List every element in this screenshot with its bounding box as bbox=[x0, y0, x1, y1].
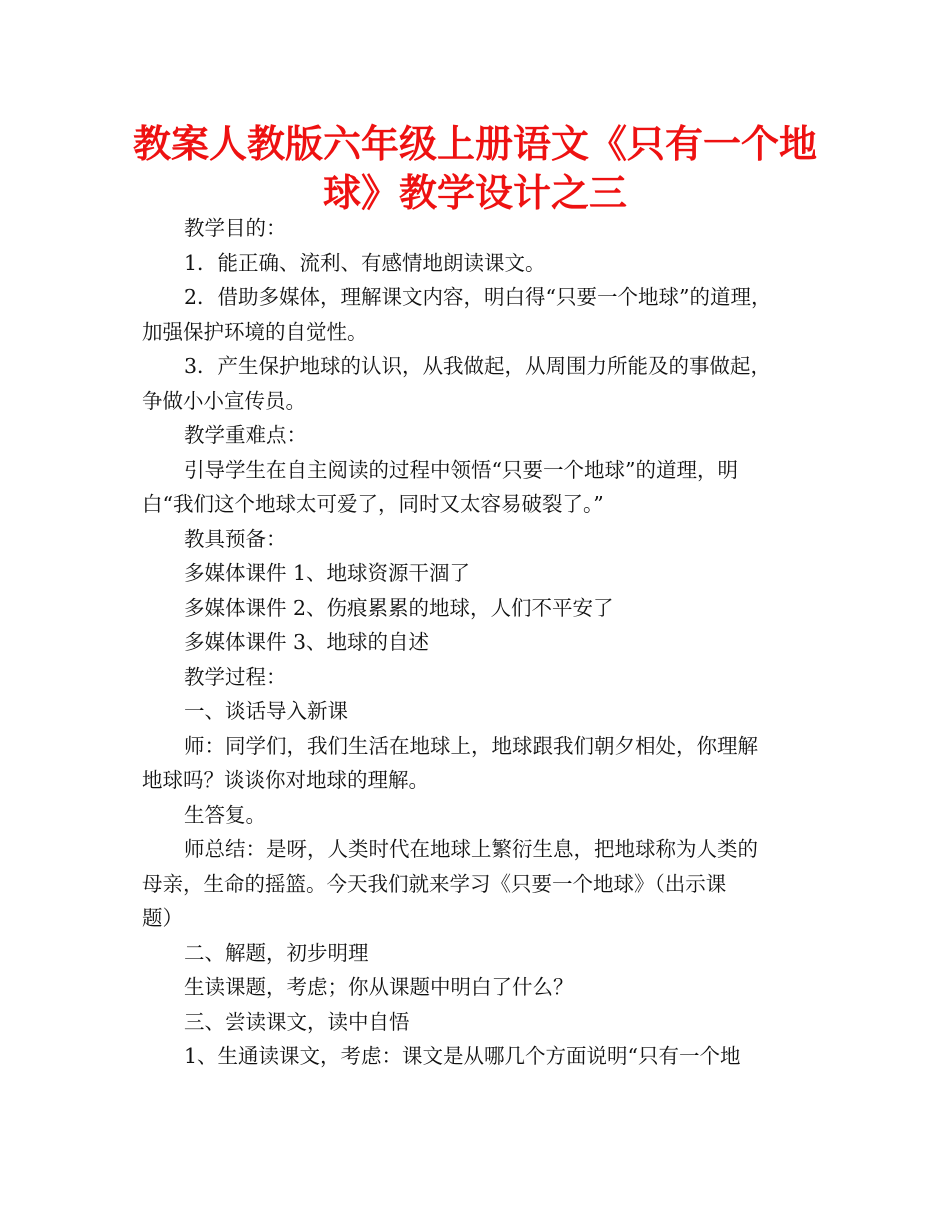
paragraph bbox=[142, 418, 814, 453]
title-line-1: 教案人教版六年级上册语文《只有一个地 bbox=[132, 122, 817, 166]
paragraph-line: 二、解题，初步明理 bbox=[184, 940, 369, 965]
paragraph-line: 题） bbox=[142, 906, 183, 930]
paragraph-line: 师总结：是呀，人类时代在地球上繁衍生息，把地球称为人类的 bbox=[184, 837, 758, 861]
paragraph bbox=[142, 729, 814, 798]
paragraph-line: 多媒体课件 2、伤痕累累的地球，人们不平安了 bbox=[184, 595, 614, 620]
paragraph-line: 教学目的： bbox=[184, 216, 287, 240]
paragraph-line: 1．能正确、流利、有感情地朗读课文。 bbox=[184, 250, 546, 275]
document-title bbox=[100, 120, 850, 218]
paragraph-line: 白“我们这个地球太可爱了，同时又太容易破裂了。” bbox=[142, 492, 604, 516]
paragraph bbox=[142, 246, 814, 281]
paragraph-line: 三、尝读课文，读中自悟 bbox=[184, 1009, 410, 1034]
paragraph-line: 引导学生在自主阅读的过程中领悟“只要一个地球”的道理，明 bbox=[184, 457, 738, 482]
paragraph-line: 教学重难点： bbox=[184, 423, 307, 447]
paragraph-line: 师：同学们，我们生活在地球上，地球跟我们朝夕相处，你理解 bbox=[184, 733, 758, 758]
paragraph-line: 多媒体课件 3、地球的自述 bbox=[184, 630, 430, 654]
paragraph-line: 生读课题，考虑；你从课题中明白了什么？ bbox=[184, 975, 574, 999]
paragraph bbox=[142, 832, 814, 936]
paragraph bbox=[142, 211, 814, 246]
paragraph-line: 2．借助多媒体，理解课文内容，明白得“只要一个地球”的道理， bbox=[184, 285, 772, 309]
paragraph-line: 1、生通读课文，考虑：课文是从哪几个方面说明“只有一个地 bbox=[184, 1044, 741, 1068]
paragraph-line: 母亲，生命的摇篮。今天我们就来学习《只要一个地球》（出示课 bbox=[142, 871, 727, 896]
paragraph-line: 一、谈话导入新课 bbox=[184, 699, 348, 723]
paragraph bbox=[142, 280, 814, 349]
paragraph bbox=[142, 453, 814, 522]
paragraph bbox=[142, 522, 814, 557]
document-body bbox=[142, 211, 814, 1074]
paragraph bbox=[142, 694, 814, 729]
paragraph-line: 地球吗？谈谈你对地球的理解。 bbox=[142, 768, 429, 792]
paragraph bbox=[142, 1039, 814, 1074]
paragraph-line: 加强保护环境的自觉性。 bbox=[142, 319, 368, 344]
paragraph bbox=[142, 349, 814, 418]
paragraph-line: 生答复。 bbox=[184, 802, 266, 827]
paragraph bbox=[142, 591, 814, 626]
paragraph-line: 教学过程： bbox=[184, 664, 287, 689]
paragraph-line: 3．产生保护地球的认识，从我做起，从周围力所能及的事做起， bbox=[184, 354, 772, 378]
paragraph-line: 争做小小宣传员。 bbox=[142, 388, 306, 413]
paragraph-line: 多媒体课件 1、地球资源干涸了 bbox=[184, 561, 471, 585]
title-line-2: 球》教学设计之三 bbox=[322, 171, 627, 215]
paragraph bbox=[142, 556, 814, 591]
paragraph bbox=[142, 970, 814, 1005]
paragraph-line: 教具预备： bbox=[184, 526, 287, 551]
paragraph bbox=[142, 660, 814, 695]
paragraph bbox=[142, 798, 814, 833]
paragraph bbox=[142, 936, 814, 971]
paragraph bbox=[142, 1005, 814, 1040]
paragraph bbox=[142, 625, 814, 660]
